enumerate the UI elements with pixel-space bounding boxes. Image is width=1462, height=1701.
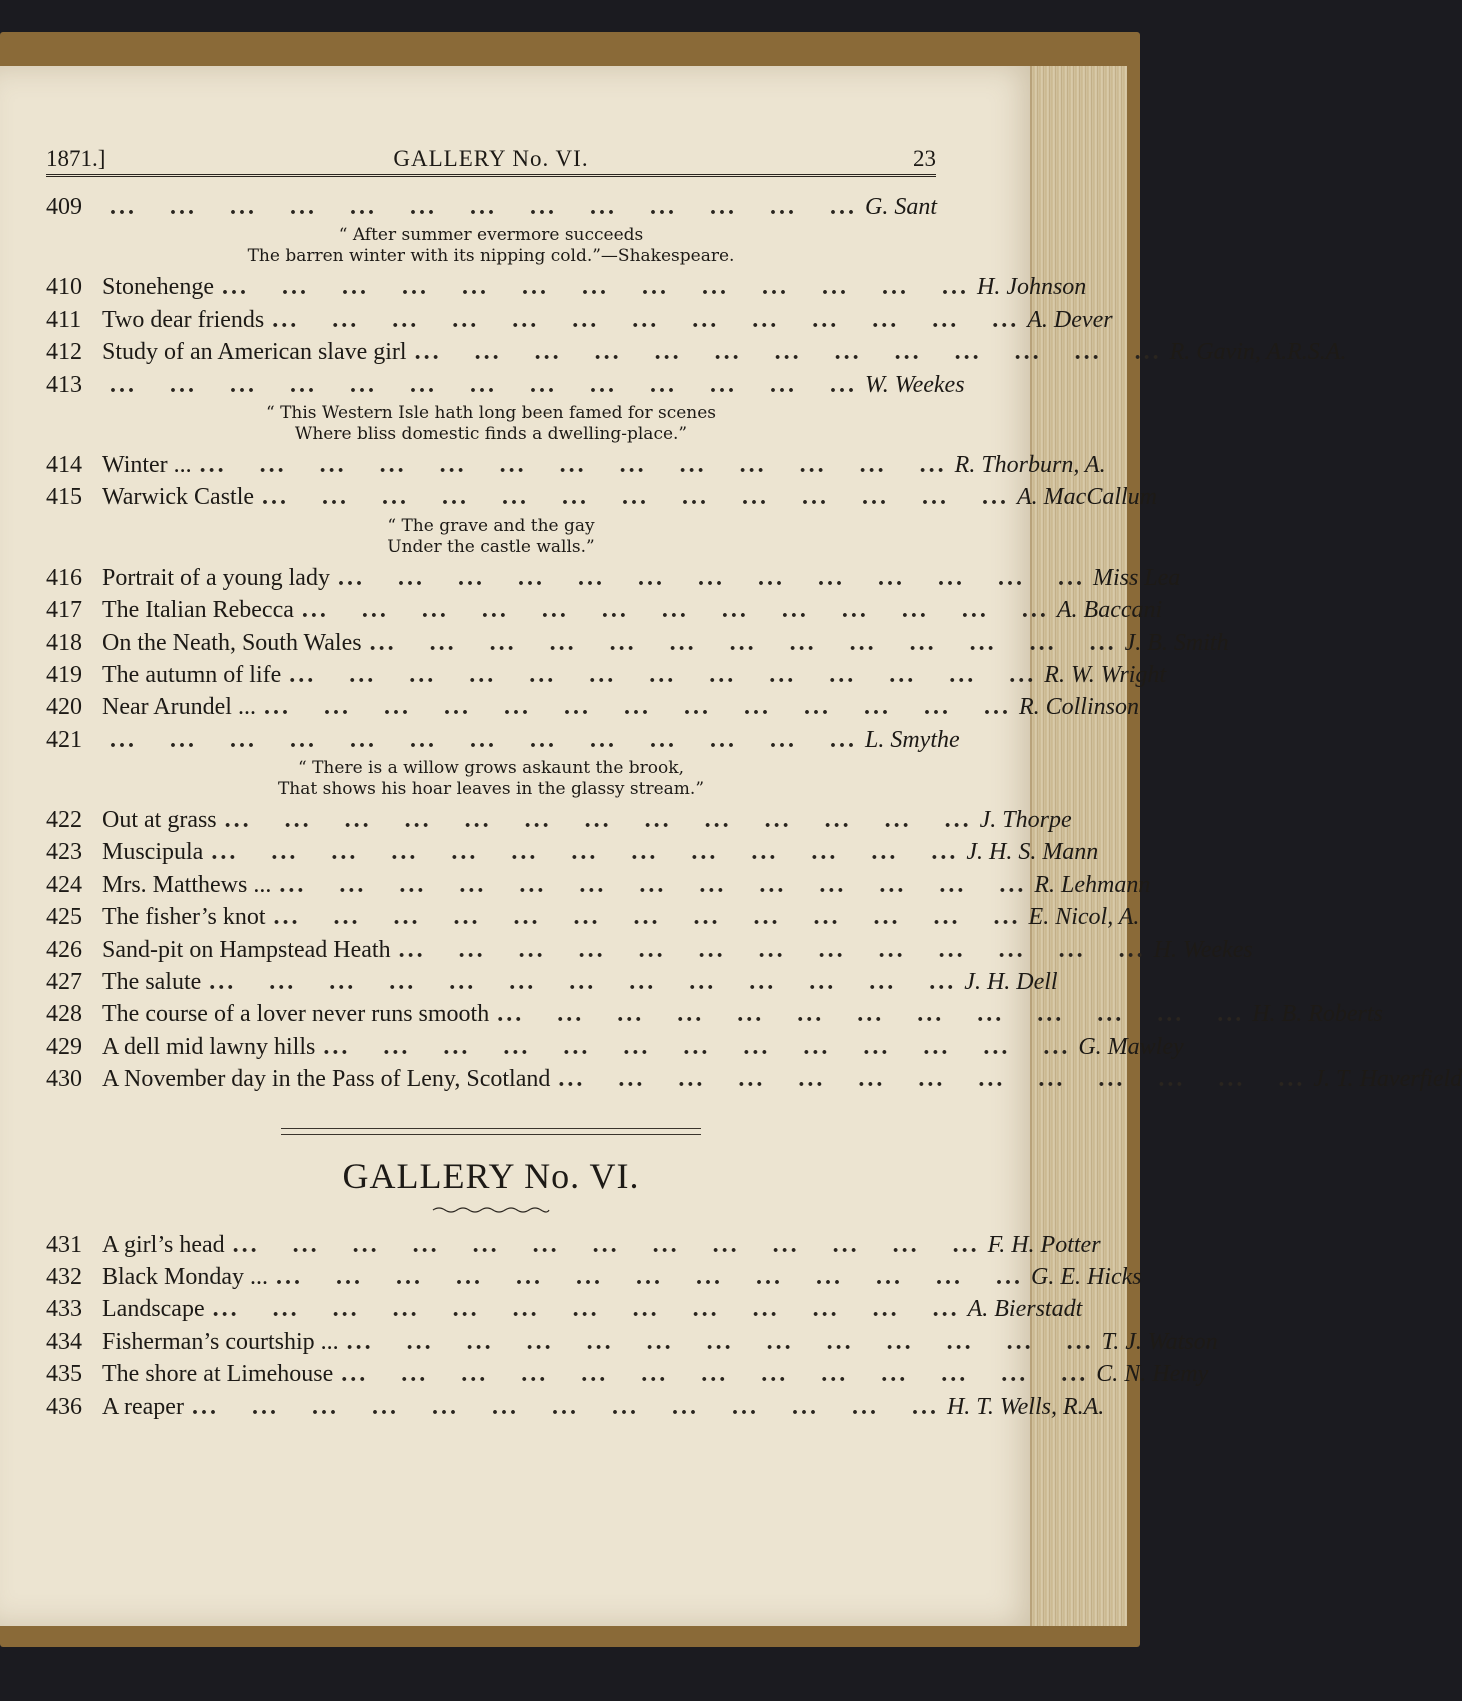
entry-title: A November day in the Pass of Leny, Scotland (102, 1066, 551, 1093)
running-head-title: GALLERY No. VI. (393, 146, 589, 171)
entry-number: 434 (46, 1328, 82, 1355)
entry-number: 435 (46, 1361, 82, 1388)
leader-dots: ... ... ... ... ... ... ... ... ... ... ... ... ... (558, 1066, 1306, 1093)
quotation-line: “ This Western Isle hath long been famed for scenes (265, 402, 717, 423)
entry-number: 413 (46, 371, 82, 398)
catalogue-entry (46, 1063, 1462, 1095)
quotation-line: “ After summer evermore succeeds (338, 225, 644, 246)
quotation-line: The barren winter with its nipping cold.”—Shakespeare. (247, 246, 735, 267)
catalogue-entry (46, 934, 1253, 966)
entry-number: 431 (46, 1231, 82, 1258)
entry-artist: J. H. Dell (964, 969, 1058, 996)
entry-artist: A. MacCallum (1017, 484, 1157, 511)
entry-number: 425 (46, 904, 82, 931)
leader-dots: ... ... ... ... ... ... ... ... ... ... ... ... ... (212, 1296, 960, 1323)
leader-dots: ... ... ... ... ... ... ... ... ... ... ... ... ... (275, 1263, 1023, 1290)
entry-number: 428 (46, 1001, 82, 1028)
leader-dots: ... ... ... ... ... ... ... ... ... ... ... ... ... (211, 839, 959, 866)
leader-dots: ... ... ... ... ... ... ... ... ... ... ... ... ... (224, 807, 972, 834)
catalogue-entry (46, 836, 1099, 868)
leader-dots: ... ... ... ... ... ... ... ... ... ... ... ... ... (273, 904, 1021, 931)
entry-quotation (46, 225, 936, 267)
entry-number: 420 (46, 694, 82, 721)
leader-dots: ... ... ... ... ... ... ... ... ... ... ... ... ... (346, 1328, 1094, 1355)
leader-dots: ... ... ... ... ... ... ... ... ... ... ... ... ... (191, 1393, 939, 1420)
leader-dots: ... ... ... ... ... ... ... ... ... ... ... ... ... (110, 726, 857, 753)
entry-title: Study of an American slave girl (102, 339, 407, 366)
catalogue-entry (46, 1293, 1083, 1325)
entry-artist: J. Thorpe (979, 807, 1072, 834)
running-head-year: 1871.] (46, 146, 106, 171)
entry-title: Stonehenge (102, 274, 214, 301)
entry-number: 412 (46, 339, 82, 366)
entry-number: 422 (46, 807, 82, 834)
catalogue-entry (46, 304, 1113, 336)
entry-title: The fisher’s knot (102, 904, 266, 931)
catalogue-entry (46, 966, 1058, 998)
entry-artist: H. Johnson (976, 274, 1087, 301)
entry-title: Sand-pit on Hampstead Heath (102, 936, 391, 963)
entry-quotation (46, 516, 936, 558)
leader-dots: ... ... ... ... ... ... ... ... ... ... ... ... ... (369, 629, 1117, 656)
quotation-line: “ The grave and the gay (387, 515, 595, 536)
catalogue-entry (46, 594, 1163, 626)
catalogue-list-main (46, 191, 1462, 1096)
entry-title: Black Monday ... (102, 1263, 268, 1290)
leader-dots: ... ... ... ... ... ... ... ... ... ... ... ... ... (497, 1001, 1245, 1028)
entry-title: Landscape (102, 1296, 205, 1323)
catalogue-entry (46, 1326, 1218, 1358)
catalogue-entry (46, 1358, 1209, 1390)
leader-dots: ... ... ... ... ... ... ... ... ... ... ... ... ... (262, 484, 1010, 511)
running-head (46, 130, 936, 177)
quotation-line: Where bliss domestic finds a dwelling-place.” (294, 423, 688, 444)
entry-title: On the Neath, South Wales (102, 629, 362, 656)
entry-artist: F. H. Potter (987, 1231, 1101, 1258)
catalogue-entry (46, 1031, 1184, 1063)
entry-title: Near Arundel ... (102, 694, 256, 721)
entry-number: 415 (46, 484, 82, 511)
catalogue-entry (46, 627, 1229, 659)
entry-number: 429 (46, 1033, 82, 1060)
entry-title: Muscipula (102, 839, 204, 866)
leader-dots: ... ... ... ... ... ... ... ... ... ... ... ... ... (110, 371, 857, 398)
entry-title: The course of a lover never runs smooth (102, 1001, 490, 1028)
entry-artist: R. Gavin, A.R.S.A. (1169, 339, 1347, 366)
entry-number: 430 (46, 1066, 82, 1093)
entry-artist: R. Lehmann (1034, 871, 1151, 898)
entry-artist: H. B. Roberts (1252, 1001, 1383, 1028)
catalogue-entry (46, 1261, 1142, 1293)
entry-artist: J. H. S. Mann (966, 839, 1099, 866)
leader-dots: ... ... ... ... ... ... ... ... ... ... ... ... ... (398, 936, 1146, 963)
entry-title: The Italian Rebecca (102, 597, 294, 624)
entry-number: 427 (46, 969, 82, 996)
catalogue-entry (46, 998, 1383, 1030)
catalogue-entry (46, 481, 1157, 513)
entry-number: 436 (46, 1393, 82, 1420)
entry-quotation (46, 403, 936, 445)
entry-title: The shore at Limehouse (102, 1361, 334, 1388)
catalogue-entry (46, 369, 965, 401)
catalogue-entry (46, 1391, 1105, 1423)
entry-artist: A. Baccani (1056, 597, 1163, 624)
catalogue-entry (46, 804, 1072, 836)
entry-artist: H. Weekes (1153, 936, 1253, 963)
leader-dots: ... ... ... ... ... ... ... ... ... ... ... ... ... (199, 451, 947, 478)
entry-number: 423 (46, 839, 82, 866)
catalogue-entry (46, 901, 1140, 933)
entry-title: A dell mid lawny hills (102, 1033, 316, 1060)
ornament-swash-icon (431, 1205, 551, 1215)
entry-title: The salute (102, 969, 202, 996)
leader-dots: ... ... ... ... ... ... ... ... ... ... ... ... ... (232, 1231, 980, 1258)
catalogue-entry (46, 691, 1139, 723)
entry-title: Mrs. Matthews ... (102, 871, 272, 898)
entry-number: 416 (46, 564, 82, 591)
leader-dots: ... ... ... ... ... ... ... ... ... ... ... ... ... (337, 564, 1085, 591)
entry-title: A girl’s head (102, 1231, 225, 1258)
catalogue-list-gallery-vi (46, 1229, 1218, 1423)
catalogue-entry (46, 562, 1181, 594)
catalogue-entry (46, 449, 1106, 481)
entry-artist: G. Sant (865, 194, 937, 220)
leader-dots: ... ... ... ... ... ... ... ... ... ... ... ... ... (323, 1033, 1071, 1060)
entry-artist: C. N. Hemy (1096, 1361, 1209, 1388)
entry-number: 417 (46, 597, 82, 624)
entry-number: 426 (46, 936, 82, 963)
entry-title: Portrait of a young lady (102, 564, 330, 591)
catalogue-entry (46, 1229, 1101, 1261)
quotation-line: That shows his hoar leaves in the glassy stream.” (277, 779, 705, 800)
entry-number: 409 (46, 194, 82, 220)
page-content (46, 130, 1462, 1423)
section-divider-rule (281, 1128, 701, 1135)
leader-dots: ... ... ... ... ... ... ... ... ... ... ... ... ... (263, 694, 1011, 721)
entry-artist: J. B. Smith (1124, 629, 1229, 656)
entry-artist: T. J. Watson (1101, 1328, 1218, 1355)
leader-dots: ... ... ... ... ... ... ... ... ... ... ... ... ... (279, 871, 1027, 898)
entry-artist: A. Bierstadt (967, 1296, 1083, 1323)
entry-number: 421 (46, 726, 82, 753)
entry-number: 414 (46, 451, 82, 478)
entry-artist: J. T. Haverfield (1313, 1066, 1462, 1093)
catalogue-entry (46, 191, 936, 223)
catalogue-entry (46, 659, 1167, 691)
entry-artist: L. Smythe (865, 726, 960, 753)
catalogue-entry (46, 724, 960, 756)
leader-dots: ... ... ... ... ... ... ... ... ... ... ... ... ... (110, 194, 857, 220)
leader-dots: ... ... ... ... ... ... ... ... ... ... ... ... ... (301, 597, 1049, 624)
entry-artist: R. W. Wright (1044, 661, 1167, 688)
quotation-line: “ There is a willow grows askaunt the brook, (298, 758, 684, 779)
leader-dots: ... ... ... ... ... ... ... ... ... ... ... ... ... (221, 274, 969, 301)
entry-number: 419 (46, 661, 82, 688)
entry-title: Out at grass (102, 807, 217, 834)
leader-dots: ... ... ... ... ... ... ... ... ... ... ... ... ... (289, 661, 1037, 688)
leader-dots: ... ... ... ... ... ... ... ... ... ... ... ... ... (272, 306, 1020, 333)
entry-artist: R. Collinson (1018, 694, 1139, 721)
entry-number: 433 (46, 1296, 82, 1323)
entry-artist: E. Nicol, A. (1028, 904, 1140, 931)
page-number: 23 (913, 146, 936, 171)
entry-artist: R. Thorburn, A. (954, 451, 1106, 478)
entry-title: A reaper (102, 1393, 184, 1420)
entry-artist: G. Mawley (1078, 1033, 1184, 1060)
entry-artist: W. Weekes (865, 371, 965, 398)
entry-number: 432 (46, 1263, 82, 1290)
catalogue-entry (46, 271, 1087, 303)
entry-number: 411 (46, 306, 82, 333)
entry-number: 424 (46, 871, 82, 898)
catalogue-entry (46, 336, 1347, 368)
entry-quotation (46, 758, 936, 800)
entry-number: 410 (46, 274, 82, 301)
entry-title: The autumn of life (102, 661, 282, 688)
entry-artist: A. Dever (1027, 306, 1113, 333)
quotation-line: Under the castle walls.” (387, 536, 595, 557)
entry-title: Fisherman’s courtship ... (102, 1328, 339, 1355)
entry-number: 418 (46, 629, 82, 656)
catalogue-entry (46, 869, 1151, 901)
entry-title: Warwick Castle (102, 484, 255, 511)
entry-artist: Miss Lea (1092, 564, 1181, 591)
entry-title: Two dear friends (102, 306, 265, 333)
gallery-heading: GALLERY No. VI. (342, 1155, 640, 1196)
leader-dots: ... ... ... ... ... ... ... ... ... ... ... ... ... (341, 1361, 1089, 1388)
leader-dots: ... ... ... ... ... ... ... ... ... ... ... ... ... (414, 339, 1162, 366)
entry-artist: G. E. Hicks (1030, 1263, 1142, 1290)
entry-artist: H. T. Wells, R.A. (946, 1393, 1105, 1420)
leader-dots: ... ... ... ... ... ... ... ... ... ... ... ... ... (209, 969, 957, 996)
entry-title: Winter ... (102, 451, 192, 478)
